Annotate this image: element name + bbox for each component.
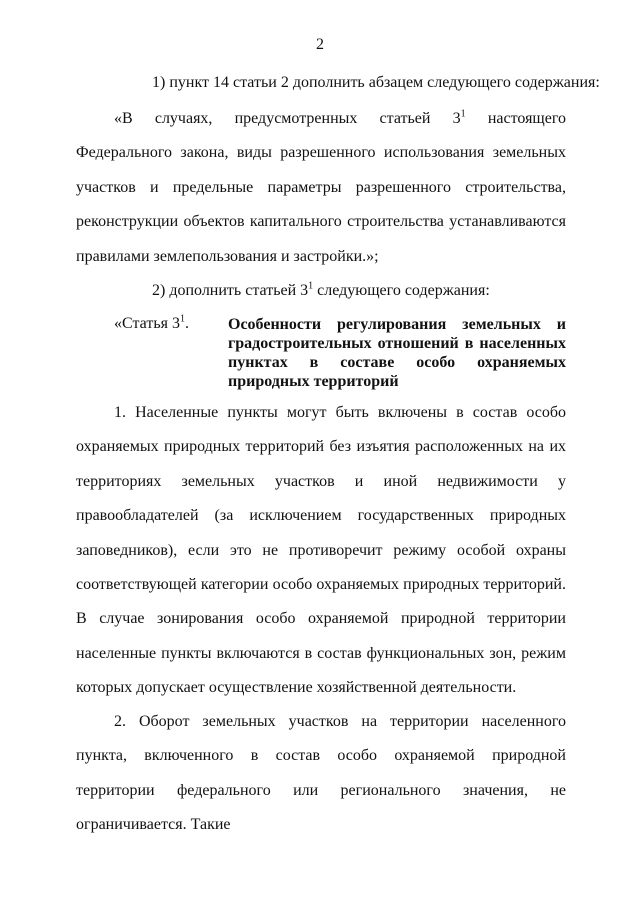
superscript: 1 (460, 108, 466, 120)
superscript: 1 (308, 280, 314, 292)
article-label-end: . (184, 315, 189, 332)
quoted-paragraph-1-end: настоящего Федерального закона, виды разрешенного использования земельных участков и предельные параметры разрешенного строительства, реконструкции объектов капитального строительства устанавливаются правилами землепользования и застройки.»; (76, 110, 567, 265)
quoted-paragraph-1 (76, 102, 566, 274)
item-2-intro-start: 2) дополнить статьей 3 (152, 282, 309, 299)
paragraph-1: 1. Населенные пункты могут быть включены в состав особо охраняемых природных территорий без изъятия расположенных на их территориях земельных участков и иной недвижимости у правообладателей (за исключением государственных природных заповедников), если это не противоречит режиму особой охраны соответствующей категории особо охраняемых природных территорий. В случае зонирования особо охраняемой природной территории населенные пункты включаются в состав функциональных зон, режим которых допускает осуществление хозяйственной деятельности. (76, 404, 566, 697)
page-number: 2 (316, 36, 324, 53)
superscript: 1 (179, 313, 185, 325)
article-label (114, 315, 189, 333)
quoted-paragraph-1-start: «В случаях, предусмотренных статьей 3 (114, 110, 461, 127)
item-2-intro-end: следующего содержания: (313, 282, 490, 299)
paragraph-2: 2. Оборот земельных участков на территории населенного пункта, включенного в состав особо охраняемой природной территории федерального или регионального значения, не ограничивается. Такие (76, 713, 566, 834)
item-2-intro (114, 282, 566, 300)
item-1-intro: 1) пункт 14 статьи 2 дополнить абзацем следующего содержания: (152, 74, 600, 91)
article-title: Особенности регулирования земельных и градостроительных отношений в населенных пунктах в составе особо охраняемых природных территорий (228, 316, 566, 390)
article-label-start: «Статья 3 (114, 315, 180, 332)
